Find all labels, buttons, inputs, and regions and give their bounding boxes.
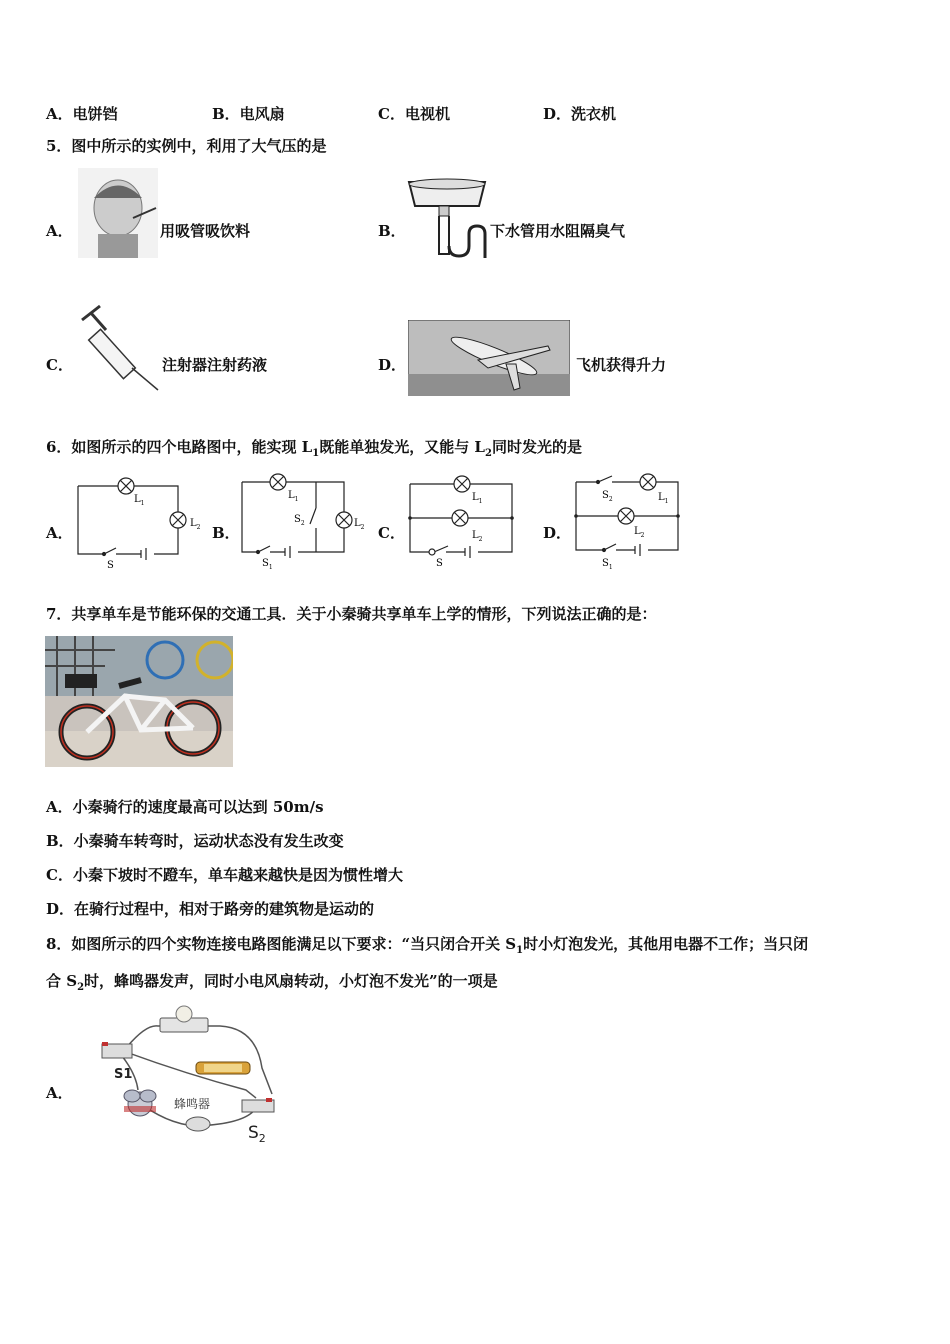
q8-stem-line-2: 合 $S_2$时，蜂鸣器发声，同时小电风扇转动，小灯泡不发光”的一项是 (46, 972, 498, 993)
q4-option-c: C．电视机 (378, 105, 450, 123)
airplane-picture (408, 320, 570, 396)
q8-stem-line-1: 8．如图所示的四个实物连接电路图能满足以下要求：“当只闭合开关 $S_1$时小灯泡发光，其他用电器不工作；当只闭 (46, 935, 809, 956)
svg-text:L1: $L_1$ (658, 492, 669, 505)
circuit-diagram-c (402, 474, 522, 570)
svg-text:S: S (107, 560, 114, 570)
shared-bicycle-photo (45, 636, 233, 767)
svg-text:S1: $S_1$ (602, 558, 613, 570)
svg-text:S1: S1 (114, 1067, 133, 1082)
svg-text:L2: $L_2$ (634, 526, 645, 539)
q5-option-a-caption: 用吸管吸饮料 (160, 222, 251, 240)
q4-option-a: A．电饼铛 (46, 105, 118, 123)
q5-option-b-letter: B． (378, 222, 406, 240)
q5-option-c-letter: C． (46, 356, 73, 374)
svg-text:S1: $S_1$ (262, 558, 273, 570)
circuit-diagram-d (568, 468, 688, 570)
q8-option-a-letter: A． (46, 1084, 73, 1102)
svg-text:L2: $L_2$ (354, 518, 365, 531)
q6-option-d-letter: D． (543, 524, 572, 542)
circuit-diagram-a (70, 472, 210, 570)
q7-option-c: C．小秦下坡时不蹬车，单车越来越快是因为惯性增大 (46, 866, 403, 884)
syringe-picture (78, 302, 162, 394)
svg-text:L2: $L_2$ (472, 530, 483, 543)
q6-stem: 6．如图所示的四个电路图中，能实现 $L_1$既能单独发光，又能与 $L_2$同时发光的是 (46, 438, 582, 459)
drain-trap-picture (405, 176, 490, 261)
q5-option-c-caption: 注射器注射药液 (162, 356, 268, 374)
q5-option-b-caption: 下水管用水阻隔臭气 (490, 222, 626, 240)
q7-option-d: D．在骑行过程中，相对于路旁的建筑物是运动的 (46, 900, 375, 918)
q7-option-b: B．小秦骑车转弯时，运动状态没有发生改变 (46, 832, 344, 850)
svg-text:S2: $S_2$ (248, 1123, 266, 1145)
q5-stem: 5．图中所示的实例中，利用了大气压的是 (46, 137, 327, 155)
q5-option-d-letter: D． (378, 356, 407, 374)
q6-option-a-letter: A． (46, 524, 73, 542)
q5-option-d-caption: 飞机获得升力 (576, 356, 667, 374)
svg-text:L2: $L_2$ (190, 518, 201, 531)
q6-option-c-letter: C． (378, 524, 405, 542)
q5-option-a-letter: A． (46, 222, 73, 240)
svg-text:S: S (436, 558, 443, 569)
svg-text:L1: $L_1$ (288, 490, 299, 503)
svg-text:蜂鸣器: 蜂鸣器 (174, 1097, 211, 1111)
boy-drinking-picture (78, 168, 158, 258)
circuit-diagram-b (236, 470, 376, 570)
svg-text:S2: $S_2$ (602, 490, 613, 503)
svg-text:L1: $L_1$ (472, 492, 483, 505)
svg-text:S2: $S_2$ (294, 514, 305, 527)
q7-stem: 7．共享单车是节能环保的交通工具．关于小秦骑共享单车上学的情形，下列说法正确的是： (46, 605, 657, 623)
q4-option-d: D．洗衣机 (543, 105, 617, 123)
q4-option-b: B．电风扇 (212, 105, 285, 123)
q6-option-b-letter: B． (212, 524, 240, 542)
q7-option-a: A．小秦骑行的速度最高可以达到 50m/s (46, 798, 324, 816)
svg-text:L1: $L_1$ (134, 494, 145, 507)
physical-circuit-picture (96, 1004, 286, 1146)
